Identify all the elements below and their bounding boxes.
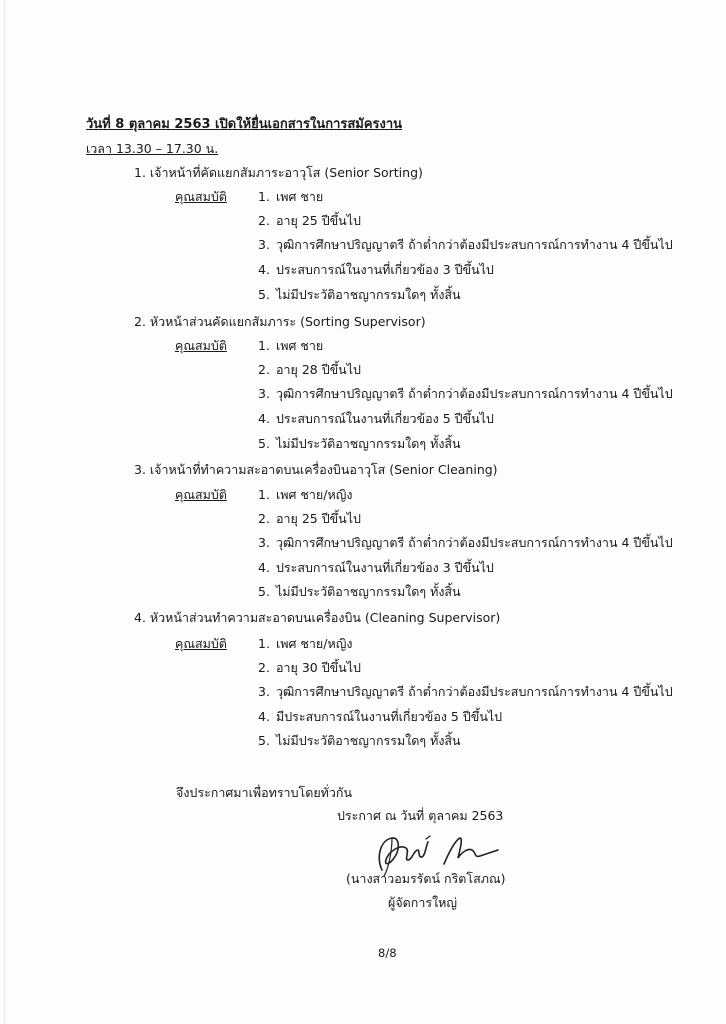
requirement-item — [258, 558, 494, 578]
requirement-number: 5. — [258, 733, 270, 748]
requirement-item — [258, 582, 461, 602]
page-number: 8/8 — [378, 946, 397, 960]
signer-name: (นางสาวอมรรัตน์ กริตโสภณ) — [346, 871, 506, 886]
requirement-item — [258, 682, 673, 702]
requirement-text: วุฒิการศึกษาปริญญาตรี ถ้าต่ำกว่าต้องมีประสบการณ์การทำงาน 4 ปีขึ้นไป — [276, 237, 673, 252]
requirement-number: 5. — [258, 436, 270, 451]
position-title: 1. เจ้าหน้าที่คัดแยกสัมภาระอาวุโส (Senior Sorting) — [134, 165, 423, 180]
position-title: 2. หัวหน้าส่วนคัดแยกสัมภาระ (Sorting Supervisor) — [134, 314, 426, 329]
requirement-item — [258, 285, 461, 305]
requirement-text: ไม่มีประวัติอาชญากรรมใดๆ ทั้งสิ้น — [276, 436, 461, 451]
requirement-number: 2. — [258, 362, 270, 377]
requirement-item — [258, 260, 494, 280]
requirement-text: อายุ 30 ปีขึ้นไป — [276, 660, 361, 675]
requirement-text: วุฒิการศึกษาปริญญาตรี ถ้าต่ำกว่าต้องมีประสบการณ์การทำงาน 4 ปีขึ้นไป — [276, 535, 673, 550]
requirement-number: 1. — [258, 189, 270, 204]
requirement-number: 4. — [258, 411, 270, 426]
requirement-text: วุฒิการศึกษาปริญญาตรี ถ้าต่ำกว่าต้องมีประสบการณ์การทำงาน 4 ปีขึ้นไป — [276, 684, 673, 699]
requirement-number: 1. — [258, 487, 270, 502]
requirement-text: เพศ ชาย — [276, 338, 324, 353]
requirement-item — [258, 384, 673, 404]
requirement-number: 3. — [258, 386, 270, 401]
requirement-text: อายุ 25 ปีขึ้นไป — [276, 213, 361, 228]
requirement-item — [258, 634, 352, 654]
requirement-item — [258, 336, 323, 356]
requirement-text: เพศ ชาย/หญิง — [276, 487, 353, 502]
requirement-number: 2. — [258, 213, 270, 228]
requirement-text: เพศ ชาย — [276, 189, 324, 204]
requirement-number: 4. — [258, 262, 270, 277]
requirement-item — [258, 211, 361, 231]
qualification-label: คุณสมบัติ — [175, 189, 227, 204]
requirement-text: วุฒิการศึกษาปริญญาตรี ถ้าต่ำกว่าต้องมีประสบการณ์การทำงาน 4 ปีขึ้นไป — [276, 386, 673, 401]
requirement-item — [258, 533, 673, 553]
requirement-number: 1. — [258, 636, 270, 651]
requirement-text: อายุ 25 ปีขึ้นไป — [276, 511, 361, 526]
requirement-number: 2. — [258, 511, 270, 526]
requirement-item — [258, 235, 673, 255]
requirement-item — [258, 360, 361, 380]
announcement-date: ประกาศ ณ วันที่ ตุลาคม 2563 — [337, 808, 504, 823]
requirement-text: เพศ ชาย/หญิง — [276, 636, 353, 651]
position-title: 3. เจ้าหน้าที่ทำความสะอาดบนเครื่องบินอาวุโส (Senior Cleaning) — [134, 462, 498, 477]
requirement-number: 4. — [258, 709, 270, 724]
requirement-item — [258, 434, 461, 454]
requirement-text: ไม่มีประวัติอาชญากรรมใดๆ ทั้งสิ้น — [276, 287, 461, 302]
time-range: เวลา 13.30 – 17.30 น. — [86, 141, 219, 156]
signer-position: ผู้จัดการใหญ่ — [388, 895, 458, 910]
requirement-number: 1. — [258, 338, 270, 353]
qualification-label: คุณสมบัติ — [175, 338, 227, 353]
requirement-item — [258, 658, 361, 678]
requirement-text: อายุ 28 ปีขึ้นไป — [276, 362, 361, 377]
requirement-text: มีประสบการณ์ในงานที่เกี่ยวข้อง 5 ปีขึ้นไป — [276, 709, 503, 724]
requirement-number: 4. — [258, 560, 270, 575]
requirement-item — [258, 187, 323, 207]
requirement-text: ประสบการณ์ในงานที่เกี่ยวข้อง 3 ปีขึ้นไป — [276, 262, 494, 277]
requirement-number: 3. — [258, 535, 270, 550]
qualification-label: คุณสมบัติ — [175, 636, 227, 651]
requirement-item — [258, 409, 494, 429]
requirement-item — [258, 509, 361, 529]
requirement-number: 5. — [258, 584, 270, 599]
requirement-text: ไม่มีประวัติอาชญากรรมใดๆ ทั้งสิ้น — [276, 733, 461, 748]
scan-edge-line — [4, 0, 5, 1024]
requirement-text: ประสบการณ์ในงานที่เกี่ยวข้อง 5 ปีขึ้นไป — [276, 411, 494, 426]
requirement-number: 3. — [258, 237, 270, 252]
closing-statement: จึงประกาศมาเพื่อทราบโดยทั่วกัน — [176, 785, 353, 800]
requirement-text: ไม่มีประวัติอาชญากรรมใดๆ ทั้งสิ้น — [276, 584, 461, 599]
document-heading: วันที่ 8 ตุลาคม 2563 เปิดให้ยื่นเอกสารในการสมัครงาน — [86, 117, 403, 132]
requirement-item — [258, 485, 352, 505]
qualification-label: คุณสมบัติ — [175, 487, 227, 502]
requirement-item — [258, 707, 502, 727]
requirement-number: 2. — [258, 660, 270, 675]
requirement-number: 5. — [258, 287, 270, 302]
requirement-text: ประสบการณ์ในงานที่เกี่ยวข้อง 3 ปีขึ้นไป — [276, 560, 494, 575]
requirement-item — [258, 731, 461, 751]
requirement-number: 3. — [258, 684, 270, 699]
position-title: 4. หัวหน้าส่วนทำความสะอาดบนเครื่องบิน (Cleaning Supervisor) — [134, 610, 501, 625]
